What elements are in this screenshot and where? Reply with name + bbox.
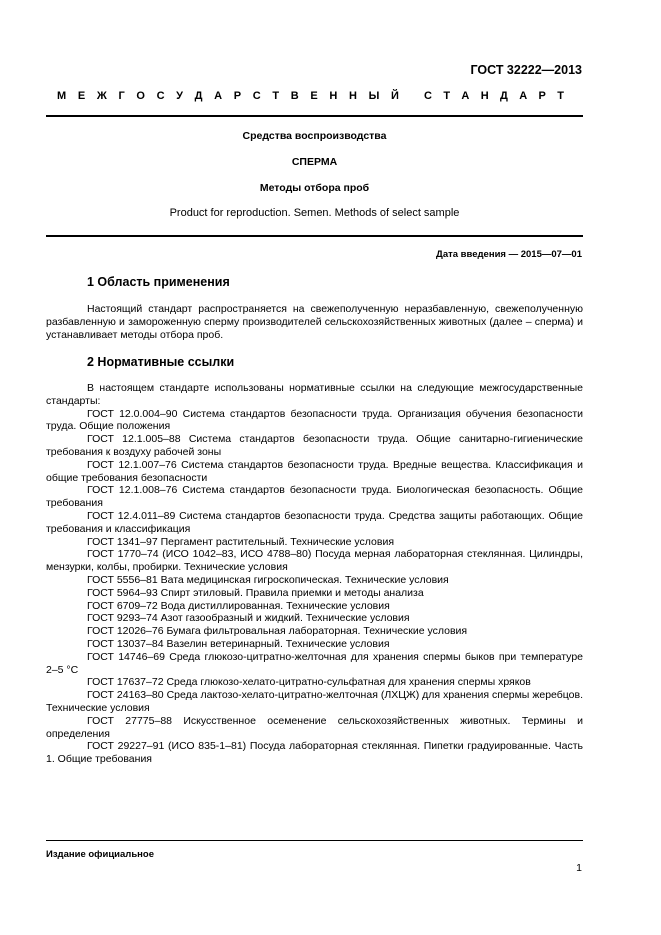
section-heading-references: 2 Нормативные ссылки [87,355,235,369]
banner-word-standard [424,90,564,102]
reference-item: ГОСТ 27775–88 Искусственное осеменение сельскохозяйственных животных. Термины и определения [46,714,583,740]
banner-letter: М [57,90,67,102]
banner-letter: Ы [368,90,380,102]
banner-letter: Н [349,90,357,102]
banner-letter: Н [480,90,489,102]
footer-rule [46,840,583,841]
paragraph: В настоящем стандарте использованы нормативные ссылки на следующие межгосударственные стандарты: [46,382,583,407]
reference-item: ГОСТ 17637–72 Среда глюкозо-хелато-цитратно-сульфатная для хранения спермы хряков [87,676,531,689]
banner-letter: В [290,90,299,102]
reference-item: ГОСТ 12026–76 Бумага фильтровальная лабораторная. Технические условия [87,625,468,638]
section-body-scope [46,303,583,341]
section-body-references [46,382,583,766]
banner-letter: У [176,90,184,102]
banner-letter: Т [557,90,564,102]
reference-item: ГОСТ 9293–74 Азот газообразный и жидкий. Технические условия [87,612,410,625]
banner-letter: А [461,90,470,102]
reference-item: ГОСТ 12.0.004–90 Система стандартов безопасности труда. Организация обучения безопасности труда. Общие положения [46,407,583,433]
banner-letter: Д [194,90,203,102]
title-english: Product for reproduction. Semen. Methods of select sample [169,207,460,219]
introduction-date: Дата введения — 2015—07—01 [436,249,582,260]
official-edition-note: Издание официальное [46,849,154,860]
reference-item: ГОСТ 12.4.011–89 Система стандартов безопасности труда. Средства защиты работающих. Общие требования и классификация [46,509,583,535]
reference-item: ГОСТ 12.1.008–76 Система стандартов безопасности труда. Биологическая безопасность. Общие требования [46,484,583,510]
reference-item: ГОСТ 29227–91 (ИСО 835-1–81) Посуда лабораторная стеклянная. Пипетки градуированные. Часть 1. Общие требования [46,740,583,766]
section-heading-scope: 1 Область применения [87,275,230,289]
header-rule [46,115,583,117]
banner-letter: Т [272,90,280,102]
paragraph: Настоящий стандарт распространяется на свежеполученную неразбавленную, свежеполученную разбавленную и замороженную сперму производителей сельскохозяйственных животных (далее – сперма) и устанавливает методы отбора проб. [46,303,583,341]
reference-item: ГОСТ 24163–80 Среда лактозо-хелато-цитратно-желточная (ЛХЦЖ) для хранения спермы жеребцов. Технические условия [46,689,583,714]
page-number: 1 [576,862,582,874]
interstate-standard-banner [57,90,564,102]
banner-letter: С [424,90,432,102]
banner-word-interstate [57,90,399,102]
title-main: СПЕРМА [291,156,338,168]
reference-item: ГОСТ 1341–97 Пергамент растительный. Технические условия [87,535,395,548]
reference-item: ГОСТ 12.1.005–88 Система стандартов безопасности труда. Общие санитарно-гигиенические требования к воздуху рабочей зоны [46,433,583,458]
banner-letter: С [252,90,261,102]
banner-letter: Е [310,90,318,102]
banner-letter: Р [233,90,242,102]
banner-letter: С [156,90,165,102]
banner-letter: Ж [96,90,107,102]
title-rule [46,235,583,237]
banner-letter: Д [500,90,508,102]
reference-item: ГОСТ 1770–74 (ИСО 1042–83, ИСО 4788–80) Посуда мерная лабораторная стеклянная. Цилиндры, мензурки, колбы, пробирки. Технические условия [46,548,583,574]
title-category: Средства воспроизводства [242,130,387,142]
reference-item: ГОСТ 14746–69 Среда глюкозо-цитратно-желточная для хранения спермы быков при температуре 2–5 °С [46,650,583,676]
banner-letter: Н [329,90,338,102]
reference-item: ГОСТ 12.1.007–76 Система стандартов безопасности труда. Вредные вещества. Классификация и общие требования безопасности [46,458,583,484]
title-subtitle: Методы отбора проб [259,182,370,194]
banner-letter: Е [77,90,86,102]
banner-letter: О [136,90,145,102]
banner-letter: Г [118,90,125,102]
reference-item: ГОСТ 13037–84 Вазелин ветеринарный. Технические условия [87,637,390,650]
banner-letter: Т [443,90,451,102]
reference-item: ГОСТ 6709–72 Вода дистиллированная. Технические условия [87,599,390,612]
standard-code: ГОСТ 32222—2013 [470,63,582,77]
banner-letter: Й [391,90,399,102]
banner-letter: А [214,90,223,102]
banner-letter: А [519,90,528,102]
banner-letter: Р [538,90,546,102]
reference-item: ГОСТ 5964–93 Спирт этиловый. Правила приемки и методы анализа [87,586,424,599]
reference-item: ГОСТ 5556–81 Вата медицинская гигроскопическая. Технические условия [87,573,449,586]
